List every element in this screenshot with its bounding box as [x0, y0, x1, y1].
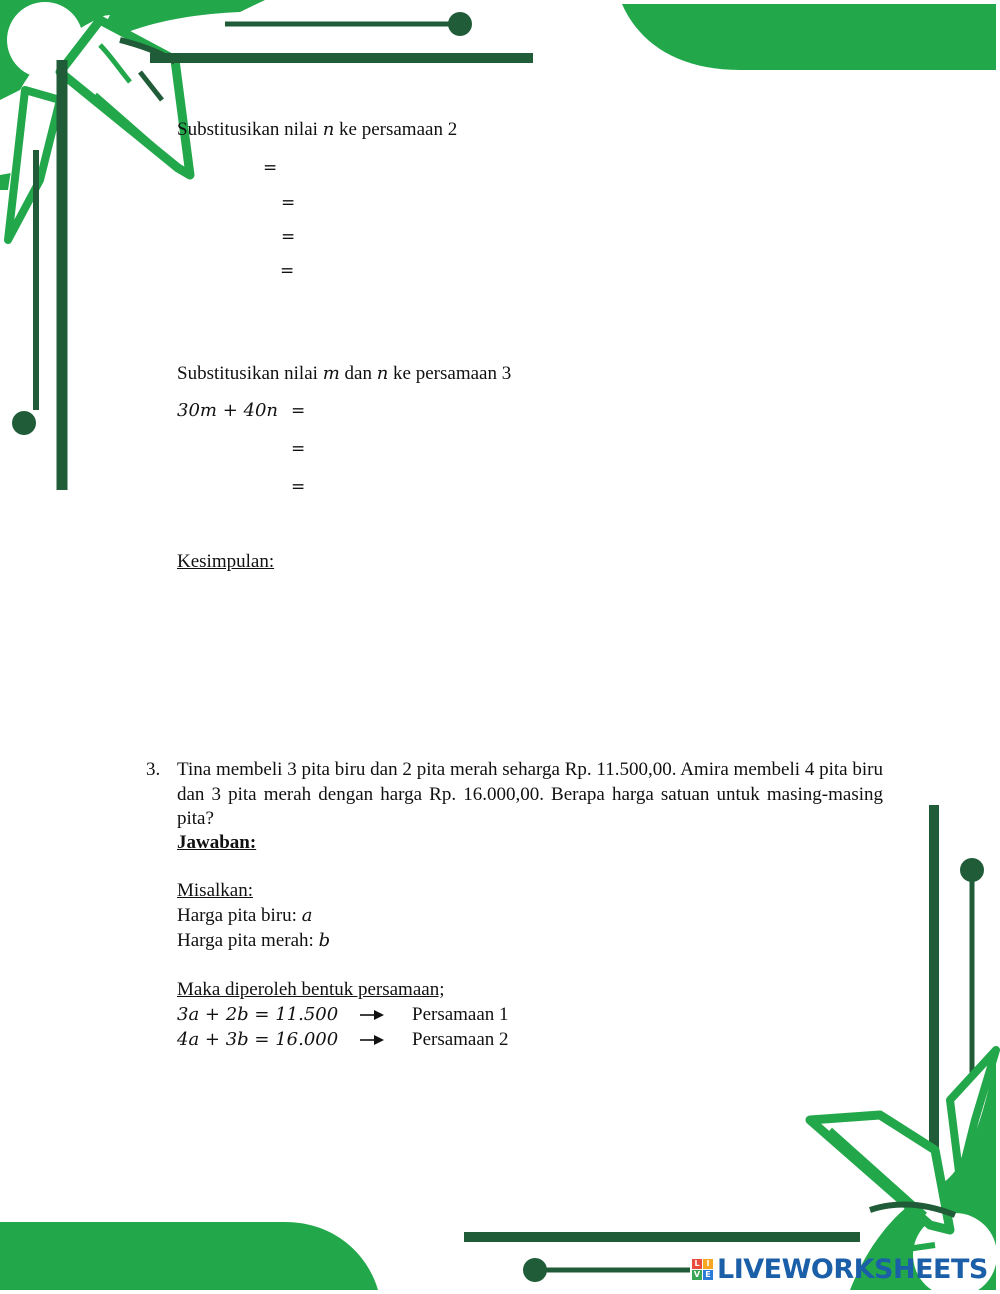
jawaban-heading: Jawaban:	[177, 832, 257, 853]
equals-sign: =	[291, 477, 306, 497]
substitute-n-heading: Substitusikan nilai n ke persamaan 2	[177, 119, 458, 140]
equation-1-label: Persamaan 1	[412, 1004, 509, 1025]
equals-sign: =	[263, 158, 278, 178]
variable-a-definition: Harga pita biru: a	[177, 905, 313, 926]
bottom-left-ornament	[0, 1222, 378, 1290]
kesimpulan-heading: Kesimpulan:	[177, 551, 275, 572]
equals-sign: =	[281, 193, 296, 213]
problem-number: 3.	[146, 759, 161, 780]
substitute-mn-heading: Substitusikan nilai m dan n ke persamaan 3	[177, 363, 512, 384]
equation-2-label: Persamaan 2	[412, 1029, 509, 1050]
arrow-icon	[360, 1033, 386, 1047]
equation-expression: 30m + 40n	[177, 400, 278, 421]
logo-text: LIVEWORKSHEETS	[717, 1253, 988, 1285]
variable-b-definition: Harga pita merah: b	[177, 930, 331, 951]
arrow-icon	[360, 1008, 386, 1022]
logo-icon: L I V E	[692, 1259, 713, 1280]
equation-2: 4a + 3b = 16.000	[177, 1029, 339, 1050]
equation-1: 3a + 2b = 11.500	[177, 1004, 339, 1025]
top-right-ornament	[622, 4, 996, 70]
liveworksheets-logo	[692, 1252, 988, 1286]
equals-sign: =	[291, 401, 306, 421]
equations-heading: Maka diperoleh bentuk persamaan;	[177, 979, 445, 1000]
misalkan-heading: Misalkan:	[177, 880, 253, 901]
equals-sign: =	[281, 227, 296, 247]
equals-sign: =	[280, 261, 295, 281]
equals-sign: =	[291, 439, 306, 459]
problem-text: Tina membeli 3 pita biru dan 2 pita merah seharga Rp. 11.500,00. Amira membeli 4 pita biru dan 3 pita merah dengan harga Rp. 16.000,00. Berapa harga satuan untuk masing-masing pita?	[177, 759, 883, 829]
